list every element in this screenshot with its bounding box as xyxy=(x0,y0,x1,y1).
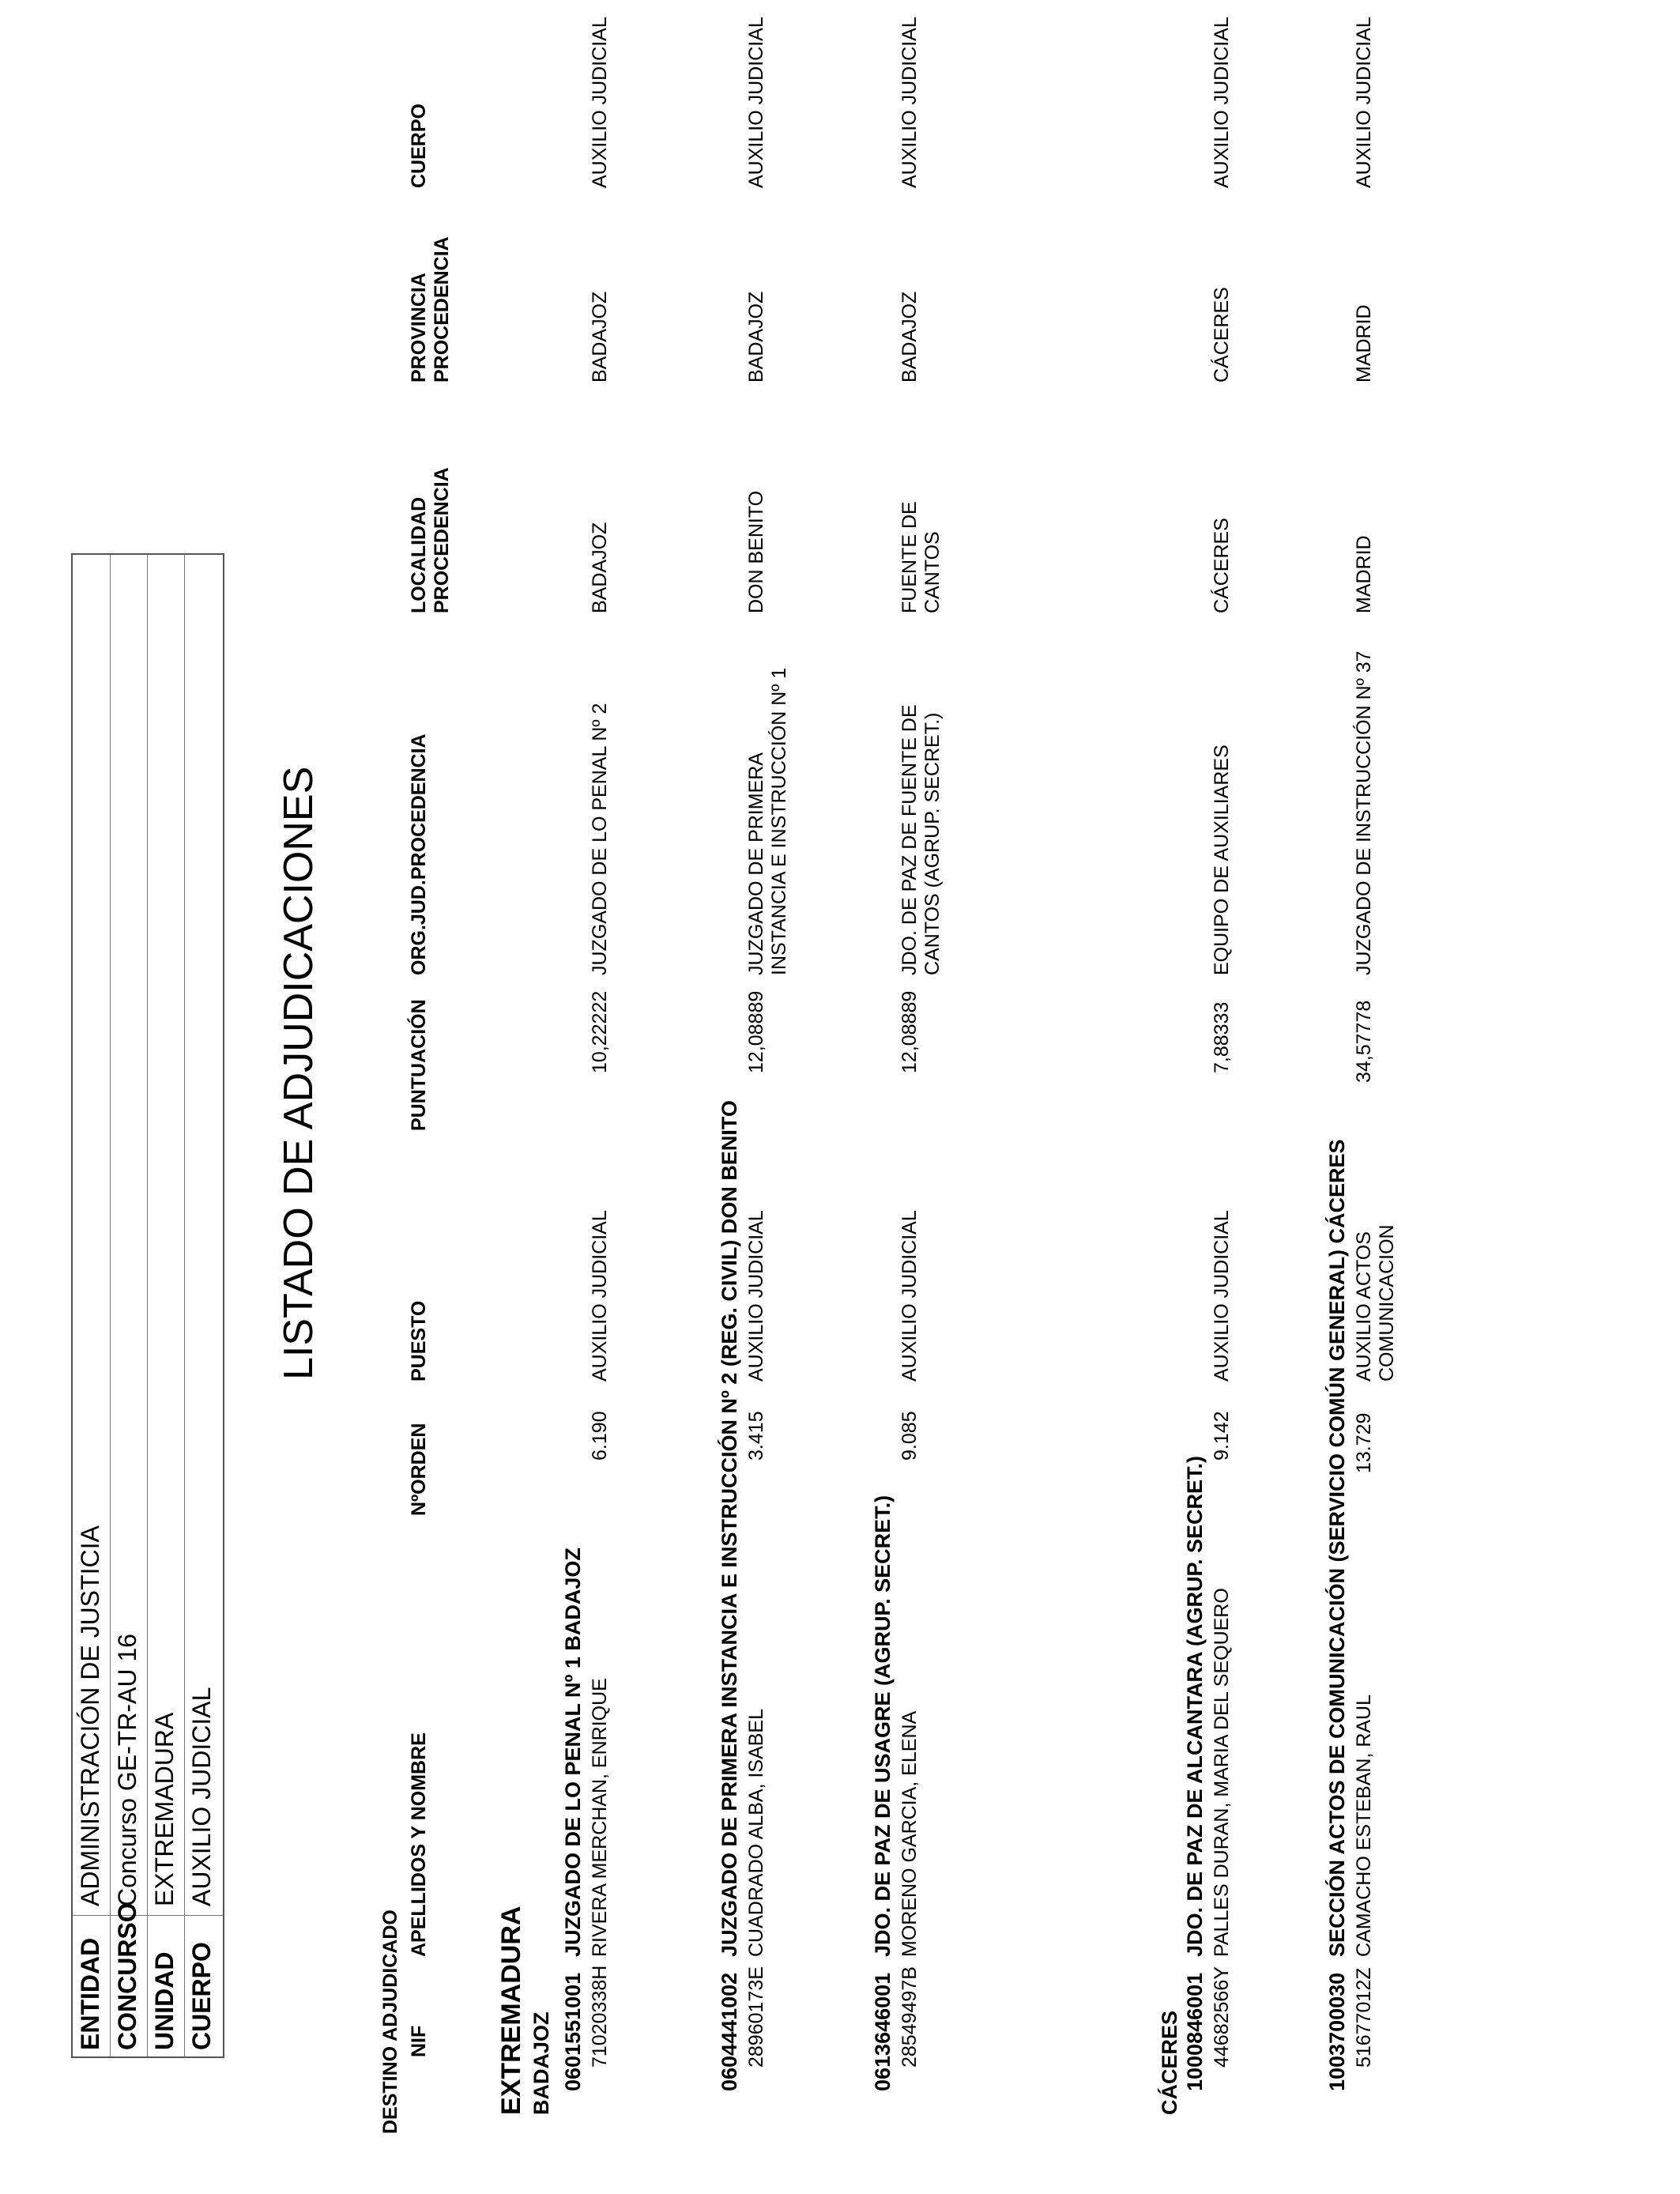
entry-nif: 28960173E xyxy=(745,1966,767,2068)
region-label: EXTREMADURA xyxy=(496,1906,526,2115)
entry-orden: 9.142 xyxy=(1211,1411,1233,1461)
entry-cuerpo: AUXILIO JUDICIAL xyxy=(1353,17,1375,188)
header-norden: NºORDEN xyxy=(408,1423,430,1516)
entry-puesto: AUXILIO JUDICIAL xyxy=(589,1210,611,1382)
entry-localidad-line1: FUENTE DE xyxy=(898,501,921,613)
header-puntuacion: PUNTUACIÓN xyxy=(408,999,430,1131)
info-value: ADMINISTRACIÓN DE JUSTICIA xyxy=(76,1525,104,1906)
entry-orgjud: JUZGADO DE INSTRUCCIÓN Nº 37 xyxy=(1353,650,1375,975)
entry-orgjud-line2: INSTANCIA E INSTRUCCIÓN Nº 1 xyxy=(768,667,790,975)
entry-court: JUZGADO DE LO PENAL Nº 1 BADAJOZ xyxy=(561,1547,585,1957)
entry-puesto: AUXILIO JUDICIAL xyxy=(745,1210,767,1382)
entry-cuerpo: AUXILIO JUDICIAL xyxy=(745,17,767,188)
entry-court: JUZGADO DE PRIMERA INSTANCIA E INSTRUCCIÓN Nº 2 (REG. CIVIL) DON BENITO xyxy=(718,1100,741,1957)
entry-orden: 6.190 xyxy=(589,1411,611,1461)
info-box xyxy=(71,553,224,2058)
province-label: BADAJOZ xyxy=(529,2011,553,2115)
header-localidad-2: PROCEDENCIA xyxy=(431,467,453,613)
entry-court: JDO. DE PAZ DE ALCANTARA (AGRUP. SECRET.) xyxy=(1183,1455,1207,1957)
info-value: AUXILIO JUDICIAL xyxy=(187,1687,216,1906)
info-value: EXTREMADURA xyxy=(150,1712,179,1906)
entry-nif: 28549497B xyxy=(898,1966,921,2068)
info-row-unidad xyxy=(147,555,185,2056)
info-label: CONCURSO xyxy=(113,1902,141,2050)
entry-cuerpo: AUXILIO JUDICIAL xyxy=(1211,17,1233,188)
entry-code: 0604441002 xyxy=(718,1972,741,2091)
entry-puntuacion: 12,08889 xyxy=(898,990,921,1073)
entry-provincia: CÁCERES xyxy=(1211,287,1233,383)
entry-puesto-line1: AUXILIO ACTOS xyxy=(1353,1231,1375,1382)
entry-puntuacion: 10,22222 xyxy=(589,990,611,1073)
entry-name: CUADRADO ALBA, ISABEL xyxy=(745,1708,767,1957)
entry-localidad-line2: CANTOS xyxy=(921,531,944,613)
header-cuerpo: CUERPO xyxy=(408,104,430,188)
info-label: ENTIDAD xyxy=(76,1937,104,2050)
header-localidad-1: LOCALIDAD xyxy=(408,496,430,613)
entry-provincia: BADAJOZ xyxy=(589,291,611,383)
entry-name: CAMACHO ESTEBAN, RAUL xyxy=(1353,1694,1375,1957)
entry-orgjud-line1: JDO. DE PAZ DE FUENTE DE xyxy=(898,704,921,975)
entry-nif: 71020338H xyxy=(589,1965,611,2068)
entry-puntuacion: 7,88333 xyxy=(1211,1001,1233,1073)
entry-code: 0601551001 xyxy=(561,1972,585,2091)
entry-localidad: DON BENITO xyxy=(745,490,767,613)
entry-orgjud: EQUIPO DE AUXILIARES xyxy=(1211,745,1233,975)
entry-court: JDO. DE PAZ DE USAGRE (AGRUP. SECRET.) xyxy=(871,1495,895,1957)
entry-orden: 13.729 xyxy=(1353,1412,1375,1473)
entry-provincia: BADAJOZ xyxy=(745,291,767,383)
entry-cuerpo: AUXILIO JUDICIAL xyxy=(589,17,611,188)
entry-nif: 51677012Z xyxy=(1353,1967,1375,2068)
info-label: CUERPO xyxy=(187,1942,216,2050)
entry-orden: 9.085 xyxy=(898,1411,921,1461)
province-label: CÁCERES xyxy=(1158,2010,1181,2115)
header-apellidos: APELLIDOS Y NOMBRE xyxy=(408,1732,430,1957)
entry-puntuacion: 12,08889 xyxy=(745,990,767,1073)
header-destino: DESTINO ADJUDICADO xyxy=(379,1909,401,2134)
header-orgjud: ORG.JUD.PROCEDENCIA xyxy=(408,733,430,975)
info-row-cuerpo xyxy=(184,555,221,2056)
entry-puesto: AUXILIO JUDICIAL xyxy=(1211,1210,1233,1382)
entry-provincia: BADAJOZ xyxy=(898,291,921,383)
entry-name: PALLES DURAN, MARIA DEL SEQUERO xyxy=(1211,1588,1233,1957)
entry-puntuacion: 34,57778 xyxy=(1353,1000,1375,1083)
entry-puesto: AUXILIO JUDICIAL xyxy=(898,1210,921,1382)
entry-cuerpo: AUXILIO JUDICIAL xyxy=(898,17,921,188)
entry-name: RIVERA MERCHAN, ENRIQUE xyxy=(589,1678,611,1957)
entry-orgjud-line2: CANTOS (AGRUP. SECRET.) xyxy=(921,712,944,975)
entry-orden: 3.415 xyxy=(745,1411,767,1461)
page-title: LISTADO DE ADJUDICACIONES xyxy=(276,766,322,1380)
header-nif: NIF xyxy=(408,2025,430,2057)
entry-puesto-line2: COMUNICACION xyxy=(1376,1224,1398,1382)
entry-localidad: MADRID xyxy=(1353,535,1375,613)
entry-court: SECCIÓN ACTOS DE COMUNICACIÓN (SERVICIO COMÚN GENERAL) CÁCERES xyxy=(1325,1139,1349,1957)
entry-name: MORENO GARCIA, ELENA xyxy=(898,1710,921,1957)
header-provincia-2: PROCEDENCIA xyxy=(431,236,453,383)
entry-code: 1003700030 xyxy=(1325,1972,1349,2091)
entry-orgjud-line1: JUZGADO DE PRIMERA xyxy=(745,752,767,975)
info-row-entidad xyxy=(73,555,111,2056)
entry-code: 1000846001 xyxy=(1183,1972,1207,2091)
entry-provincia: MADRID xyxy=(1353,304,1375,383)
entry-nif: 44682566Y xyxy=(1211,1966,1233,2068)
entry-code: 0613646001 xyxy=(871,1972,895,2091)
entry-localidad: BADAJOZ xyxy=(589,522,611,613)
info-label: UNIDAD xyxy=(150,1951,179,2050)
info-value: Concurso GE-TR-AU 16 xyxy=(113,1634,141,1906)
entry-orgjud: JUZGADO DE LO PENAL Nº 2 xyxy=(589,703,611,975)
entry-localidad: CÁCERES xyxy=(1211,518,1233,613)
header-provincia-1: PROVINCIA xyxy=(408,273,430,383)
header-puesto: PUESTO xyxy=(408,1300,430,1382)
info-row-concurso xyxy=(110,555,148,2056)
